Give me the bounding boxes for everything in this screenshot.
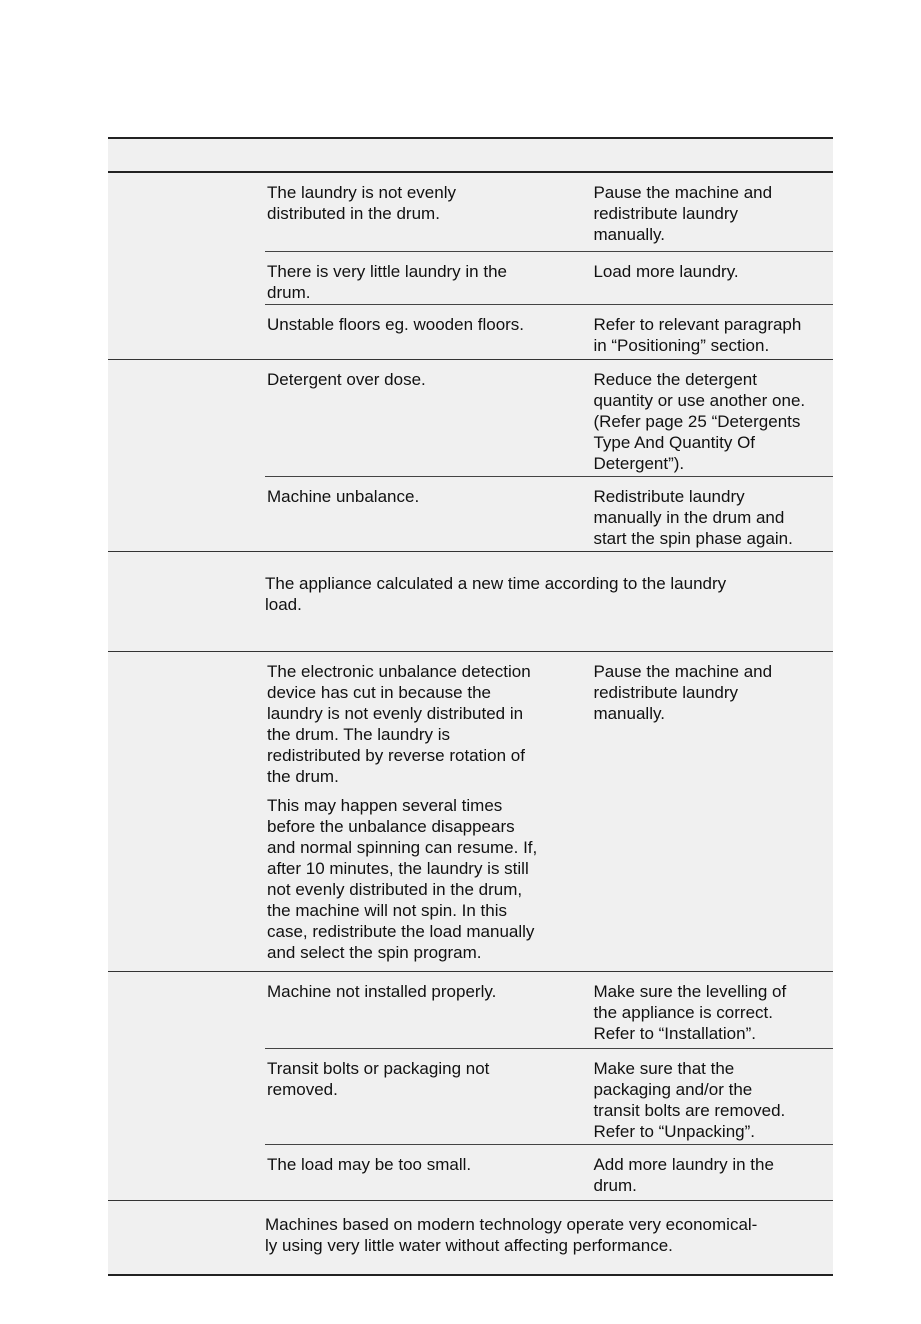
cause-text: The load may be too small.: [267, 1155, 472, 1174]
problem-group-time: [108, 552, 833, 652]
info-text: Machines based on modern technology operate very economical- ly using very little water without affecting performance.: [265, 1215, 758, 1255]
remedy-cell: [587, 1049, 833, 1144]
table-row: [265, 360, 833, 477]
cause-cell: [265, 252, 587, 304]
remedy-cell: [587, 173, 833, 251]
problem-group-uneven-laundry: [108, 173, 833, 360]
table-row: [265, 1049, 833, 1145]
cause-cell: [265, 972, 587, 1048]
info-cell: [265, 552, 825, 615]
cause-text: The electronic unbalance detection device has cut in because the laundry is not evenly distributed in the drum. The laundry is redistributed by reverse rotation of the drum.: [267, 662, 531, 786]
table-row: [265, 652, 833, 970]
remedy-cell: [587, 477, 833, 551]
remedy-cell: [587, 360, 833, 476]
cause-cell: [265, 1145, 587, 1200]
cause-cell: [265, 652, 587, 970]
remedy-cell: [587, 305, 833, 358]
remedy-text: Make sure that the packaging and/or the transit bolts are removed. Refer to “Unpacking”.: [593, 1059, 786, 1141]
table-row: [265, 1145, 833, 1200]
remedy-text: Load more laundry.: [593, 262, 739, 281]
table-row: [265, 173, 833, 252]
cause-text-extra: This may happen several times before the unbalance disappears and normal spinning can resume. If, after 10 minutes, the laundry is still not evenly distributed in the drum, the machine will not spin. In this case, redistribute the load manually and select the spin program.: [267, 796, 538, 962]
remedy-text: Make sure the levelling of the appliance is correct. Refer to “Installation”.: [593, 982, 787, 1043]
cause-text: The laundry is not evenly distributed in the drum.: [267, 183, 456, 223]
cause-text: Machine unbalance.: [267, 487, 420, 506]
problem-group-installation: [108, 972, 833, 1201]
cause-cell: [265, 1049, 587, 1144]
cause-text: Machine not installed properly.: [267, 982, 497, 1001]
troubleshooting-table: [108, 137, 833, 1276]
remedy-text: Refer to relevant paragraph in “Positioning” section.: [593, 315, 802, 355]
remedy-text: Redistribute laundry manually in the drum and start the spin phase again.: [593, 487, 793, 548]
table-row: [265, 972, 833, 1049]
problem-group-detergent: [108, 360, 833, 552]
remedy-cell: [587, 652, 833, 970]
remedy-text: Reduce the detergent quantity or use another one. (Refer page 25 “Detergents Type And Quantity Of Detergent”).: [593, 370, 806, 473]
remedy-cell: [587, 1145, 833, 1200]
table-row: [265, 252, 833, 305]
problem-group-unbalance: [108, 652, 833, 972]
remedy-text: Add more laundry in the drum.: [593, 1155, 774, 1195]
cause-text: There is very little laundry in the drum.: [267, 262, 507, 302]
remedy-text: Pause the machine and redistribute laundry manually.: [593, 662, 773, 723]
cause-cell: [265, 305, 587, 358]
cause-cell: [265, 360, 587, 476]
table-row: [265, 305, 833, 358]
cause-cell: [265, 173, 587, 251]
table-header-row: [108, 139, 833, 173]
info-cell: [265, 1201, 825, 1256]
remedy-text: Pause the machine and redistribute laundry manually.: [593, 183, 773, 244]
table-row: [265, 477, 833, 551]
cause-text: Detergent over dose.: [267, 370, 426, 389]
info-text: The appliance calculated a new time according to the laundry load.: [265, 574, 727, 614]
problem-group-water: [108, 1201, 833, 1274]
cause-text: Unstable floors eg. wooden floors.: [267, 315, 525, 334]
remedy-cell: [587, 252, 833, 304]
cause-cell: [265, 477, 587, 551]
remedy-cell: [587, 972, 833, 1048]
cause-text: Transit bolts or packaging not removed.: [267, 1059, 490, 1099]
